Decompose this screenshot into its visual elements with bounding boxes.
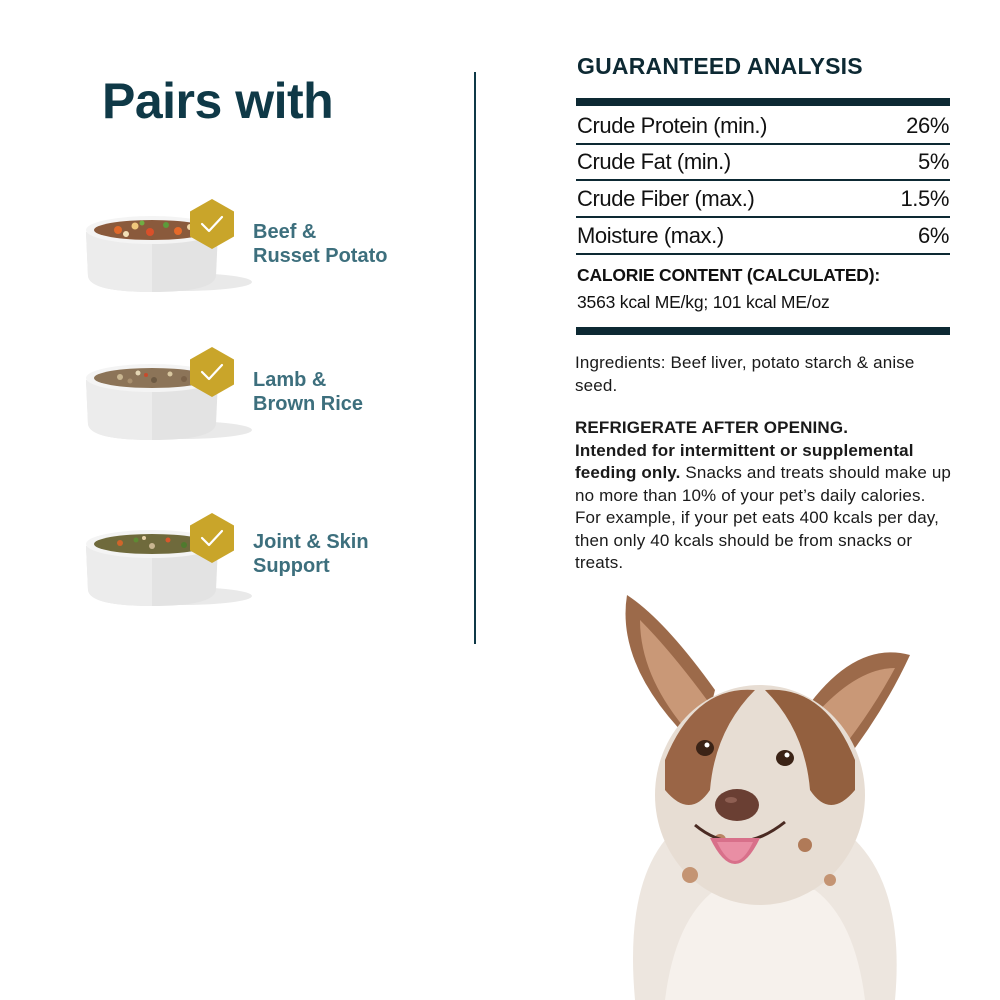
row-divider [576,253,950,255]
pair-item-beef [80,198,420,318]
dog-photo [595,590,925,1000]
analysis-row-label: Crude Fat (min.) [577,149,731,174]
column-divider [474,72,476,644]
page-title: Pairs with [102,73,334,129]
pair-label-joint: Joint & Skin Support [253,531,369,577]
analysis-row-value: 1.5% [900,186,949,211]
analysis-row [577,109,949,143]
pair-item-joint [80,512,420,632]
pair-label-lamb: Lamb & Brown Rice [253,369,364,415]
check-badge-icon [188,346,236,398]
calorie-value: 3563 kcal ME/kg; 101 kcal ME/oz [577,292,830,312]
analysis-row-label: Crude Fiber (max.) [577,186,755,211]
analysis-row [577,145,949,179]
feeding-notice [575,417,955,575]
table-top-rule [576,98,950,106]
row-divider [576,216,950,218]
analysis-row-label: Crude Protein (min.) [577,113,768,138]
pair-item-lamb [80,346,420,466]
notice-body: Snacks and treats should make up no more than 10% of your pet’s daily calories. For example, if your pet eats 400 kcals per day, then only 40 kcals should be from snacks or treats. [575,463,952,572]
check-badge-icon [188,198,236,250]
calorie-heading: CALORIE CONTENT (CALCULATED): [577,265,881,285]
pair-label-beef: Beef & Russet Potato [253,221,388,267]
analysis-row [577,219,949,253]
row-divider [576,179,950,181]
analysis-row-value: 26% [906,113,949,138]
analysis-row-value: 5% [918,149,949,174]
analysis-row [577,182,949,216]
table-bottom-rule [576,327,950,335]
refrigerate-notice: REFRIGERATE AFTER OPENING. [575,418,849,437]
ingredients-text: Ingredients: Beef liver, potato starch & anise seed. [575,353,915,395]
guaranteed-analysis-title: GUARANTEED ANALYSIS [577,53,863,79]
analysis-row-value: 6% [918,223,949,248]
check-badge-icon [188,512,236,564]
intended-notice: Intended for intermittent or supplemental feeding only. [575,440,914,482]
analysis-row-label: Moisture (max.) [577,223,724,248]
